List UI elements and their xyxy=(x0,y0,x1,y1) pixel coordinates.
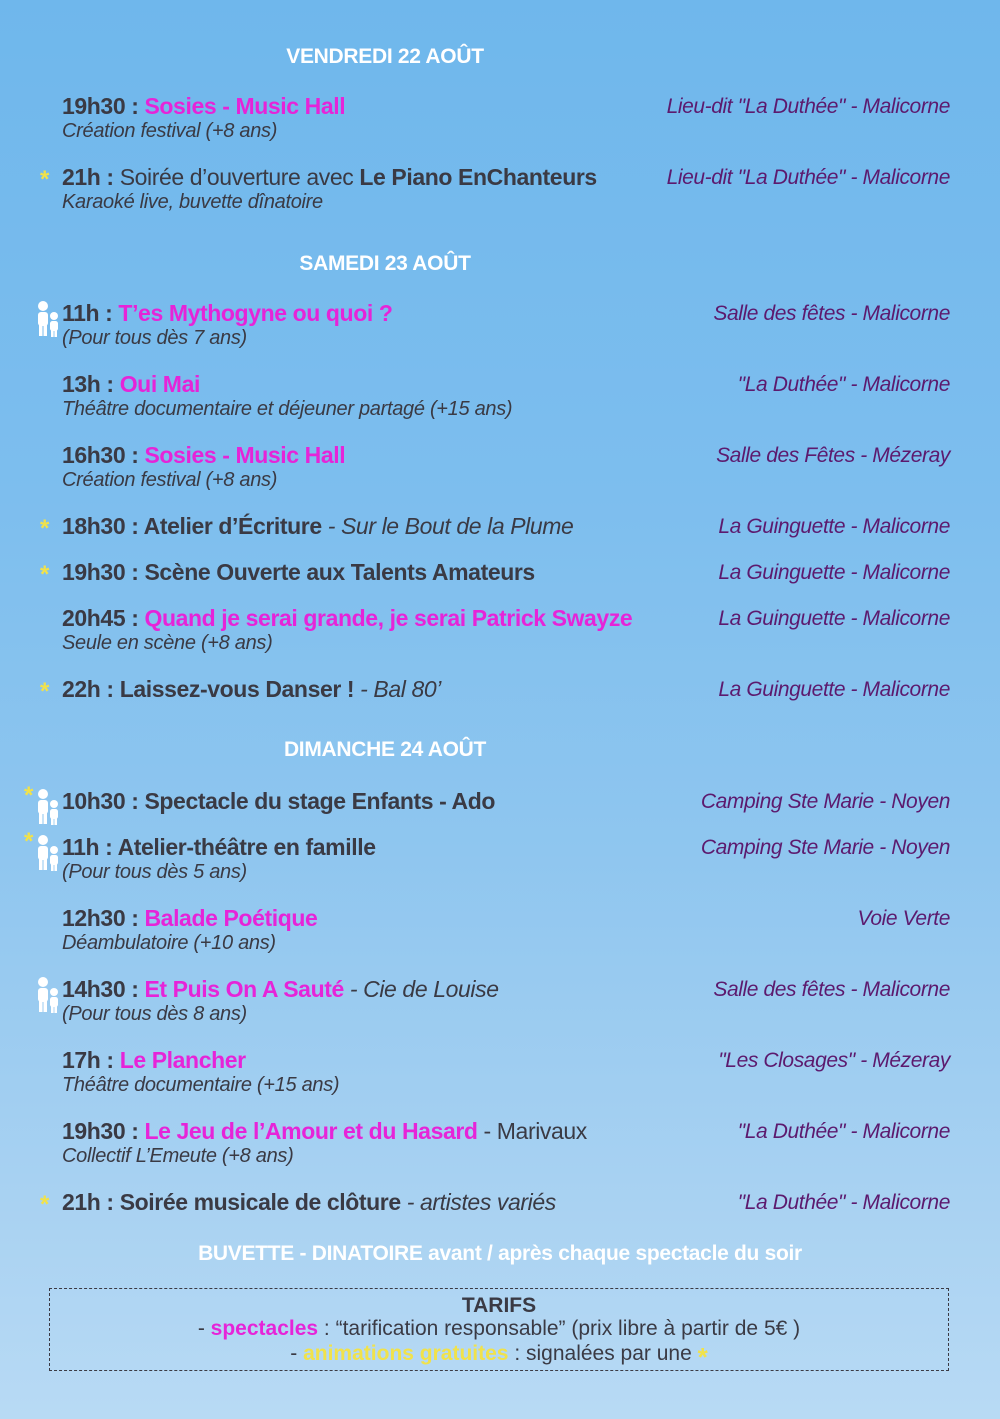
event-time: 13h xyxy=(62,371,101,397)
event-subtitle: Théâtre documentaire et déjeuner partagé (+15 ans) xyxy=(62,398,513,420)
event-venue: "La Duthée" - Malicorne xyxy=(737,373,950,396)
event-time: 11h xyxy=(62,834,100,860)
tarifs-dash: - xyxy=(197,1317,211,1340)
event-headline xyxy=(62,788,495,815)
tarifs-line-animations xyxy=(50,1340,948,1372)
event-headline xyxy=(62,676,441,703)
event-time: 19h30 xyxy=(62,559,126,585)
event-title: Atelier-théâtre en famille xyxy=(117,834,376,860)
event-colon: : xyxy=(125,93,145,119)
event-headline xyxy=(62,93,345,120)
event-colon: : xyxy=(125,605,145,631)
event-extra: - Bal 80’ xyxy=(354,676,441,702)
event-subtitle: (Pour tous dès 5 ans) xyxy=(62,861,247,883)
event-title: Quand je serai grande, je serai Patrick Swayze xyxy=(144,605,633,631)
animations-text: : signalées par une xyxy=(508,1342,698,1365)
event-colon: : xyxy=(100,676,120,702)
event-time: 21h xyxy=(62,164,101,190)
family-icon xyxy=(34,788,62,826)
event-headline xyxy=(62,559,535,586)
buvette-note xyxy=(0,1242,1000,1266)
event-subtitle: Déambulatoire (+10 ans) xyxy=(62,932,276,954)
event-time: 21h xyxy=(62,1189,101,1215)
event-colon: : xyxy=(100,1047,120,1073)
event-venue: La Guinguette - Malicorne xyxy=(718,607,950,630)
event-time: 12h30 xyxy=(62,905,126,931)
event-venue: Salle des fêtes - Malicorne xyxy=(713,302,950,325)
tarifs-line-spectacles xyxy=(50,1317,948,1340)
spectacles-label: spectacles xyxy=(210,1317,319,1340)
event-subtitle: Collectif L’Emeute (+8 ans) xyxy=(62,1145,294,1167)
yellow-star-icon: * xyxy=(40,166,50,193)
event-title: Sosies - Music Hall xyxy=(144,442,346,468)
event-title: T’es Mythogyne ou quoi ? xyxy=(118,300,393,326)
event-colon: : xyxy=(99,834,118,860)
event-headline xyxy=(62,1047,246,1074)
event-venue: Camping Ste Marie - Noyen xyxy=(700,790,950,813)
event-colon: : xyxy=(125,976,145,1002)
event-title: Et Puis On A Sauté xyxy=(144,976,344,1002)
event-headline xyxy=(62,605,632,632)
event-row xyxy=(0,676,1000,736)
yellow-star-icon: * xyxy=(697,1342,708,1372)
event-row xyxy=(0,93,1000,153)
event-time: 17h xyxy=(62,1047,101,1073)
event-subtitle: Karaoké live, buvette dînatoire xyxy=(62,191,323,213)
event-colon: : xyxy=(125,513,144,539)
event-time: 20h45 xyxy=(62,605,126,631)
event-time: 16h30 xyxy=(62,442,126,468)
event-title: Sosies - Music Hall xyxy=(144,93,346,119)
event-venue: "Les Closages" - Mézeray xyxy=(718,1049,950,1072)
event-subtitle: (Pour tous dès 8 ans) xyxy=(62,1003,247,1025)
event-extra: - artistes variés xyxy=(400,1189,556,1215)
event-headline xyxy=(62,1189,556,1216)
spectacles-price-text: : “tarification responsable” (prix libre à partir de 5€ ) xyxy=(318,1317,801,1340)
day-title: VENDREDI 22 AOÛT xyxy=(286,45,484,68)
event-row xyxy=(0,905,1000,965)
event-prefix: Soirée d’ouverture avec xyxy=(119,164,360,190)
buvette-label: BUVETTE xyxy=(198,1242,294,1265)
event-venue: "La Duthée" - Malicorne xyxy=(737,1191,950,1214)
event-title: Le Jeu de l’Amour et du Hasard xyxy=(144,1118,478,1144)
event-extra: - Marivaux xyxy=(477,1118,587,1144)
event-headline xyxy=(62,164,597,191)
event-row xyxy=(0,976,1000,1036)
event-title: Soirée musicale de clôture xyxy=(119,1189,401,1215)
buvette-rest: avant / après chaque spectacle du soir xyxy=(422,1242,802,1265)
event-headline xyxy=(62,905,317,932)
event-colon: : xyxy=(125,905,145,931)
event-row xyxy=(0,1047,1000,1107)
buvette-sep: - xyxy=(293,1242,312,1265)
event-title: Balade Poétique xyxy=(144,905,318,931)
event-time: 18h30 xyxy=(62,513,126,539)
yellow-star-icon: * xyxy=(40,561,50,588)
event-time: 14h30 xyxy=(62,976,126,1002)
event-time: 19h30 xyxy=(62,1118,126,1144)
event-row xyxy=(0,1118,1000,1178)
event-time: 22h xyxy=(62,676,101,702)
yellow-star-icon: * xyxy=(40,515,50,542)
yellow-star-icon: * xyxy=(40,1191,50,1218)
event-row xyxy=(0,164,1000,224)
event-row xyxy=(0,300,1000,360)
tarifs-box xyxy=(49,1288,949,1371)
event-colon: : xyxy=(99,300,119,326)
event-subtitle: Seule en scène (+8 ans) xyxy=(62,632,273,654)
event-title: Scène Ouverte aux Talents Amateurs xyxy=(144,559,535,585)
event-title: Spectacle du stage Enfants - Ado xyxy=(144,788,496,814)
event-venue: Lieu-dit "La Duthée" - Malicorne xyxy=(666,166,950,189)
event-headline xyxy=(62,834,376,861)
tarifs-dash: - xyxy=(290,1342,304,1365)
event-time: 10h30 xyxy=(62,788,126,814)
event-venue: Lieu-dit "La Duthée" - Malicorne xyxy=(666,95,950,118)
event-headline xyxy=(62,300,392,327)
event-venue: Voie Verte xyxy=(857,907,950,930)
event-extra: - Sur le Bout de la Plume xyxy=(321,513,574,539)
event-title: Oui Mai xyxy=(119,371,200,397)
day-title: SAMEDI 23 AOÛT xyxy=(299,252,471,275)
event-extra: - Cie de Louise xyxy=(343,976,499,1002)
day-title: DIMANCHE 24 AOÛT xyxy=(283,738,487,761)
event-venue: La Guinguette - Malicorne xyxy=(718,515,950,538)
event-headline xyxy=(62,976,499,1003)
tarifs-title: TARIFS xyxy=(461,1294,537,1317)
event-row xyxy=(0,1189,1000,1249)
event-title: Le Plancher xyxy=(119,1047,246,1073)
event-colon: : xyxy=(100,371,120,397)
dinatoire-label: DINATOIRE xyxy=(311,1242,423,1265)
family-icon xyxy=(34,834,62,872)
event-colon: : xyxy=(125,559,145,585)
event-colon: : xyxy=(125,442,145,468)
event-venue: Salle des Fêtes - Mézeray xyxy=(716,444,950,467)
event-title: Laissez-vous Danser ! xyxy=(119,676,355,702)
event-row xyxy=(0,442,1000,502)
yellow-star-icon: * xyxy=(24,828,34,855)
family-icon xyxy=(34,976,62,1014)
event-colon: : xyxy=(100,164,120,190)
yellow-star-icon: * xyxy=(24,782,34,809)
event-subtitle: Théâtre documentaire (+15 ans) xyxy=(62,1074,340,1096)
event-venue: Camping Ste Marie - Noyen xyxy=(700,836,950,859)
event-headline xyxy=(62,1118,587,1145)
event-time: 11h xyxy=(62,300,100,326)
event-row xyxy=(0,371,1000,431)
event-colon: : xyxy=(125,1118,145,1144)
event-colon: : xyxy=(125,788,145,814)
event-subtitle: Création festival (+8 ans) xyxy=(62,120,278,142)
event-venue: La Guinguette - Malicorne xyxy=(718,561,950,584)
family-icon xyxy=(34,300,62,338)
event-row xyxy=(0,828,1000,894)
event-row xyxy=(0,605,1000,665)
event-title: Atelier d’Écriture xyxy=(143,513,322,539)
event-headline xyxy=(62,513,573,540)
yellow-star-icon: * xyxy=(40,678,50,705)
event-venue: "La Duthée" - Malicorne xyxy=(737,1120,950,1143)
event-venue: La Guinguette - Malicorne xyxy=(718,678,950,701)
event-subtitle: Création festival (+8 ans) xyxy=(62,469,278,491)
event-colon: : xyxy=(100,1189,120,1215)
event-subtitle: (Pour tous dès 7 ans) xyxy=(62,327,247,349)
event-time: 19h30 xyxy=(62,93,126,119)
animations-gratuites-label: animations gratuites xyxy=(303,1342,509,1365)
event-title: Le Piano EnChanteurs xyxy=(359,164,597,190)
event-headline xyxy=(62,442,345,469)
event-headline xyxy=(62,371,200,398)
event-venue: Salle des fêtes - Malicorne xyxy=(713,978,950,1001)
